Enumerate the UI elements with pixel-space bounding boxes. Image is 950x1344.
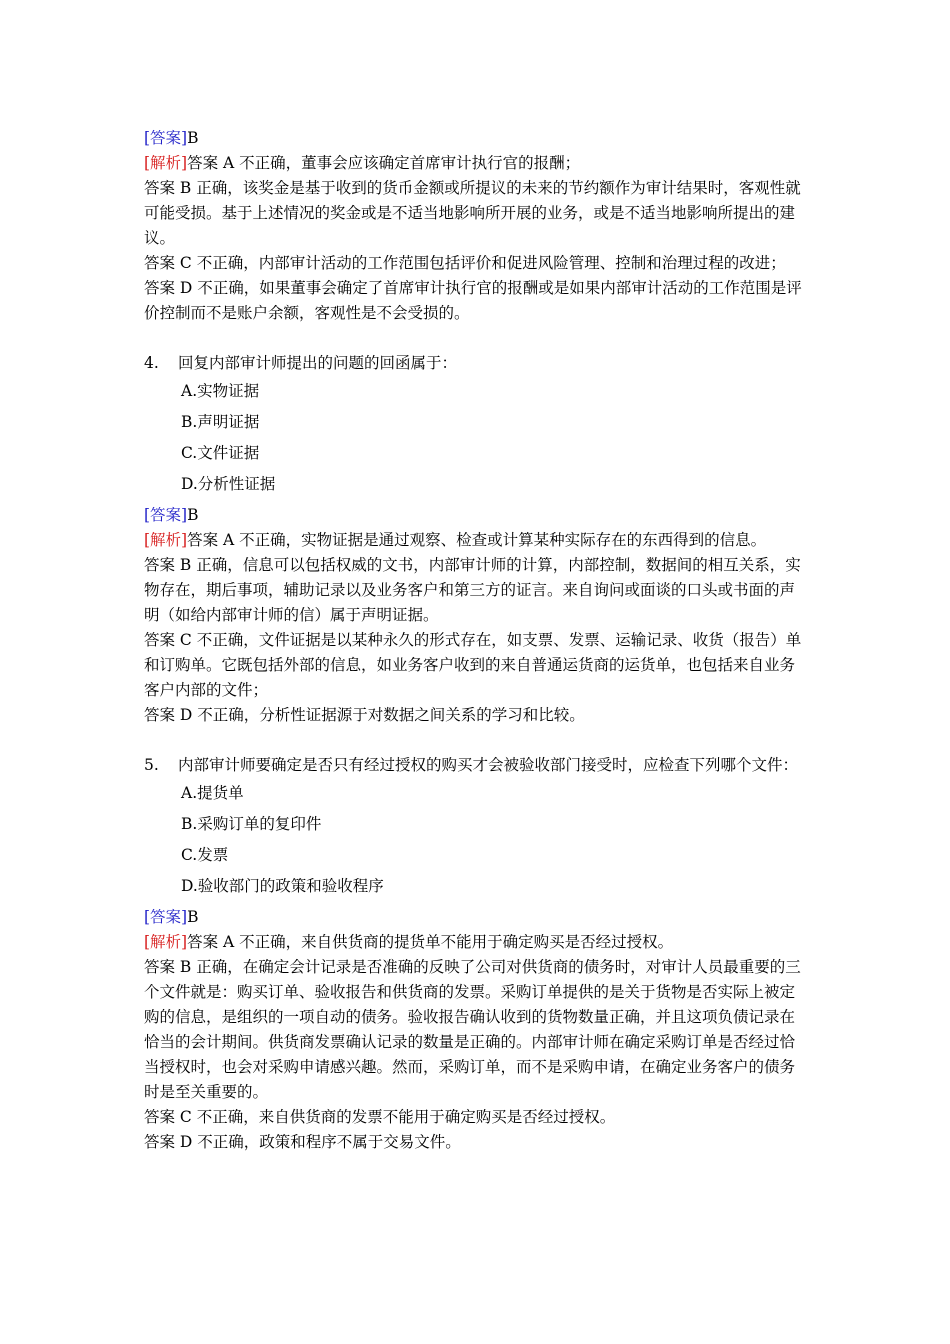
- analysis-tag: [解析]: [144, 933, 188, 951]
- analysis-text-b: 答案 B 正确，该奖金是基于收到的货币金额或所提议的未来的节约额作为审计结果时，客观性就可能受损。基于上述情况的奖金或是不适当地影响所开展的业务，或是不适当地影响所提出的建议。: [144, 179, 801, 247]
- spacer: [144, 326, 808, 351]
- option-b: B.采购订单的复印件: [181, 815, 322, 833]
- analysis-text-a: 答案 A 不正确，董事会应该确定首席审计执行官的报酬；: [187, 154, 581, 172]
- question-5: [144, 753, 808, 778]
- answer-line: [144, 905, 808, 930]
- question-number: 4.: [144, 354, 159, 372]
- analysis-text-b: 答案 B 正确，在确定会计记录是否准确的反映了公司对供货商的债务时，对审计人员最重要的三个文件就是：购买订单、验收报告和供货商的发票。采购订单提供的是关于货物是否实际上被定购的信息，是组织的一项自动的债务。验收报告确认收到的货物数量正确，并且这项负债记录在恰当的会计期间。供货商发票确认记录的数量是正确的。内部审计师在确定采购订单是否经过恰当授权时，也会对采购申请感兴趣。然而，采购订单，而不是采购申请，在确定业务客户的债务时是至关重要的。: [144, 958, 801, 1101]
- analysis-text-a: 答案 A 不正确，来自供货商的提货单不能用于确定购买是否经过授权。: [187, 933, 674, 951]
- spacer: [144, 728, 808, 753]
- question-4: [144, 351, 808, 376]
- analysis-text-d: 答案 D 不正确，如果董事会确定了首席审计执行官的报酬或是如果内部审计活动的工作范围是评价控制而不是账户余额，客观性是不会受损的。: [144, 279, 802, 322]
- question-5-options: [181, 778, 808, 902]
- answer-tag: [答案]: [144, 506, 188, 524]
- option-a: A.提货单: [181, 784, 244, 802]
- analysis-tag: [解析]: [144, 531, 188, 549]
- analysis-text-d: 答案 D 不正确，政策和程序不属于交易文件。: [144, 1133, 461, 1151]
- answer-value: B: [187, 506, 199, 524]
- option-a: A.实物证据: [181, 382, 260, 400]
- analysis-line-a: [144, 151, 808, 176]
- answer-tag: [答案]: [144, 908, 188, 926]
- analysis-line-a: [144, 528, 808, 553]
- analysis-text-b: 答案 B 正确，信息可以包括权威的文书，内部审计师的计算，内部控制，数据间的相互关系，实物存在，期后事项，辅助记录以及业务客户和第三方的证言。来自询问或面谈的口头或书面的声明（如给内部审计师的信）属于声明证据。: [144, 556, 801, 624]
- option-d: D.分析性证据: [181, 475, 276, 493]
- analysis-text-c: 答案 C 不正确，来自供货商的发票不能用于确定购买是否经过授权。: [144, 1108, 616, 1126]
- option-b: B.声明证据: [181, 413, 260, 431]
- analysis-text-a: 答案 A 不正确，实物证据是通过观察、检查或计算某种实际存在的东西得到的信息。: [187, 531, 767, 549]
- option-d: D.验收部门的政策和验收程序: [181, 877, 384, 895]
- analysis-text-c: 答案 C 不正确，文件证据是以某种永久的形式存在，如支票、发票、运输记录、收货（报告）单和订购单。它既包括外部的信息，如业务客户收到的来自普通运货商的运货单，也包括来自业务客户内部的文件；: [144, 631, 802, 699]
- question-text: 回复内部审计师提出的问题的回函属于：: [178, 354, 458, 372]
- analysis-text-d: 答案 D 不正确，分析性证据源于对数据之间关系的学习和比较。: [144, 706, 585, 724]
- analysis-tag: [解析]: [144, 154, 188, 172]
- option-c: C.发票: [181, 846, 229, 864]
- document-page: [144, 126, 808, 1155]
- analysis-text-c: 答案 C 不正确，内部审计活动的工作范围包括评价和促进风险管理、控制和治理过程的改进；: [144, 254, 786, 272]
- answer-value: B: [187, 908, 199, 926]
- question-number: 5.: [144, 756, 159, 774]
- option-c: C.文件证据: [181, 444, 260, 462]
- answer-value: B: [187, 129, 199, 147]
- answer-line: [144, 126, 808, 151]
- answer-line: [144, 503, 808, 528]
- question-text: 内部审计师要确定是否只有经过授权的购买才会被验收部门接受时，应检查下列哪个文件：: [178, 756, 799, 774]
- answer-tag: [答案]: [144, 129, 188, 147]
- question-4-options: [181, 376, 808, 500]
- analysis-line-a: [144, 930, 808, 955]
